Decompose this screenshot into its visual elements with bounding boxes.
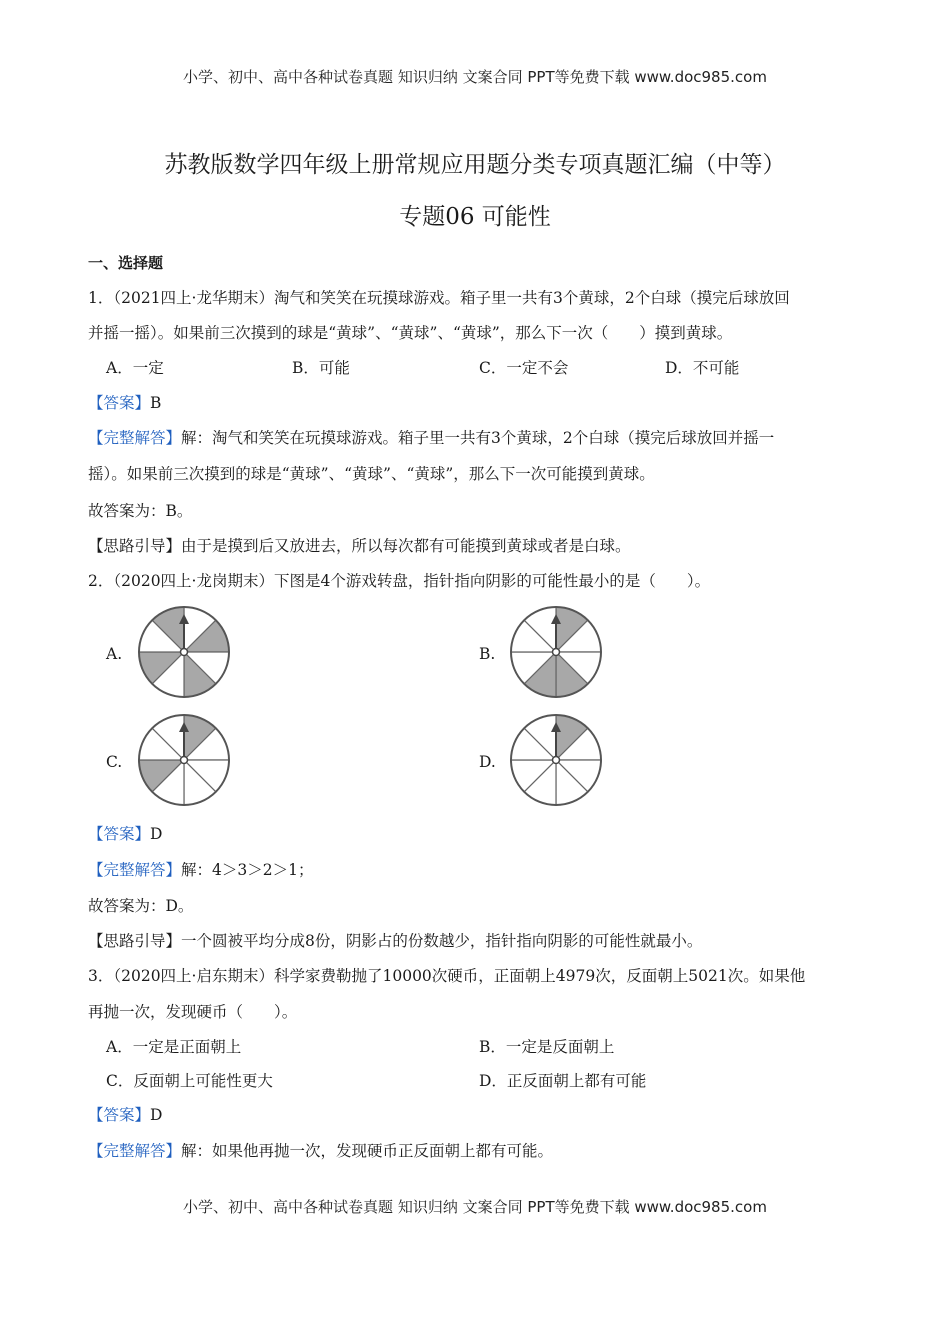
q2-answer xyxy=(88,823,878,845)
spinner-hub xyxy=(553,757,560,764)
q3-option-a: A．一定是正面朝上 xyxy=(106,1038,242,1056)
answer-tag: 【答案】 xyxy=(88,1106,151,1124)
solution-tag: 【完整解答】 xyxy=(88,429,182,447)
hint-text: 一个圆被平均分成8份，阴影占的份数越少，指针指向阴影的可能性就最小。 xyxy=(181,932,703,950)
spinner-hub xyxy=(553,649,560,656)
spinner-c xyxy=(134,710,234,810)
spinner-b-label: B. xyxy=(479,645,496,663)
spinner-d-label: D. xyxy=(479,753,496,771)
answer-value: B xyxy=(150,394,162,412)
q2-hint xyxy=(88,930,878,952)
spinner-a xyxy=(134,602,234,702)
document-title: 苏教版数学四年级上册常规应用题分类专项真题汇编（中等） xyxy=(164,152,786,178)
q1-solution-line1 xyxy=(88,427,878,449)
spinner-b xyxy=(506,602,606,702)
hint-tag: 【思路引导】 xyxy=(88,932,182,950)
q2-conclusion: 故答案为：D。 xyxy=(88,897,194,915)
answer-value: D xyxy=(150,825,163,843)
q3-solution xyxy=(88,1140,878,1162)
solution-text: 解：4＞3＞2＞1； xyxy=(181,861,314,879)
answer-value: D xyxy=(150,1106,163,1124)
document-subtitle: 专题06 可能性 xyxy=(399,204,551,230)
q1-stem-line1: 1．（2021四上·龙华期末）淘气和笑笑在玩摸球游戏。箱子里一共有3个黄球，2个白球（摸完后球放回 xyxy=(88,289,790,307)
spinner-c-label: C. xyxy=(106,753,123,771)
q3-option-d: D．正反面朝上都有可能 xyxy=(479,1072,647,1090)
q3-stem-line1: 3．（2020四上·启东期末）科学家费勒抛了10000次硬币，正面朝上4979次，反面朝上5021次。如果他 xyxy=(88,967,806,985)
q2-solution xyxy=(88,859,878,881)
hint-text: 由于是摸到后又放进去，所以每次都有可能摸到黄球或者是白球。 xyxy=(181,537,631,555)
q1-option-a: A．一定 xyxy=(106,359,164,377)
page-header: 小学、初中、高中各种试卷真题 知识归纳 文案合同 PPT等免费下载 www.doc985.com xyxy=(183,68,767,86)
section-heading: 一、选择题 xyxy=(88,254,164,272)
solution-tag: 【完整解答】 xyxy=(88,1142,182,1160)
q1-solution-line2: 摇）。如果前三次摸到的球是“黄球”、“黄球”、“黄球”，那么下一次可能摸到黄球。 xyxy=(88,465,655,483)
solution-tag: 【完整解答】 xyxy=(88,861,182,879)
page-footer: 小学、初中、高中各种试卷真题 知识归纳 文案合同 PPT等免费下载 www.doc985.com xyxy=(183,1198,767,1216)
hint-tag: 【思路引导】 xyxy=(88,537,182,555)
spinner-a-label: A. xyxy=(106,645,123,663)
q1-hint xyxy=(88,535,878,557)
q3-option-b: B．一定是反面朝上 xyxy=(479,1038,615,1056)
q1-option-d: D．不可能 xyxy=(665,359,740,377)
q1-conclusion: 故答案为：B。 xyxy=(88,502,193,520)
q2-stem-line1: 2．（2020四上·龙岗期末）下图是4个游戏转盘，指针指向阴影的可能性最小的是（ ）。 xyxy=(88,572,711,590)
q1-answer xyxy=(88,392,878,414)
solution-text: 解：淘气和笑笑在玩摸球游戏。箱子里一共有3个黄球，2个白球（摸完后球放回并摇一 xyxy=(181,429,775,447)
answer-tag: 【答案】 xyxy=(88,825,151,843)
q1-option-b: B．可能 xyxy=(292,359,350,377)
spinner-hub xyxy=(181,649,188,656)
answer-tag: 【答案】 xyxy=(88,394,151,412)
spinner-d xyxy=(506,710,606,810)
q3-answer xyxy=(88,1104,878,1126)
q1-stem-line2: 并摇一摇）。如果前三次摸到的球是“黄球”、“黄球”、“黄球”，那么下一次（ ）摸到黄球。 xyxy=(88,324,733,342)
q3-stem-line2: 再抛一次，发现硬币（ ）。 xyxy=(88,1003,298,1021)
q3-option-c: C．反面朝上可能性更大 xyxy=(106,1072,273,1090)
spinner-hub xyxy=(181,757,188,764)
q1-option-c: C．一定不会 xyxy=(479,359,569,377)
solution-text: 解：如果他再抛一次，发现硬币正反面朝上都有可能。 xyxy=(181,1142,554,1160)
